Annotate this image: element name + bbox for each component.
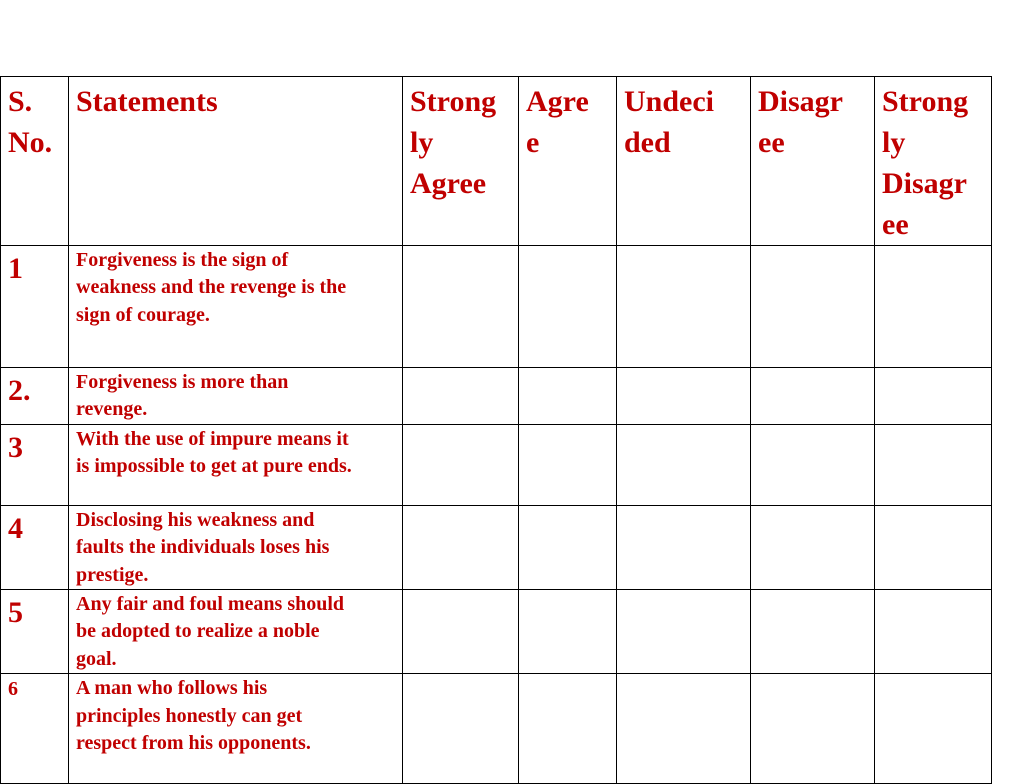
- row-number: 2.: [1, 368, 69, 425]
- header-agree: Agre e: [519, 77, 617, 246]
- response-cell-agree[interactable]: [519, 424, 617, 505]
- row-number: 3: [1, 424, 69, 505]
- row-number: 4: [1, 505, 69, 589]
- table-row: [1, 590, 992, 674]
- header-serial-number: S. No.: [1, 77, 69, 246]
- response-cell-agree[interactable]: [519, 590, 617, 674]
- response-cell-disagree[interactable]: [751, 246, 875, 368]
- response-cell-strongly-disagree[interactable]: [875, 674, 992, 784]
- response-cell-strongly-agree[interactable]: [403, 368, 519, 425]
- response-cell-strongly-disagree[interactable]: [875, 590, 992, 674]
- response-cell-disagree[interactable]: [751, 505, 875, 589]
- response-cell-undecided[interactable]: [617, 424, 751, 505]
- response-cell-strongly-disagree[interactable]: [875, 505, 992, 589]
- response-cell-strongly-agree[interactable]: [403, 674, 519, 784]
- response-cell-agree[interactable]: [519, 674, 617, 784]
- header-row: [1, 77, 992, 246]
- response-cell-strongly-disagree[interactable]: [875, 368, 992, 425]
- response-cell-agree[interactable]: [519, 505, 617, 589]
- statement-text: Any fair and foul means should be adopted to realize a noble goal.: [69, 590, 403, 674]
- response-cell-strongly-disagree[interactable]: [875, 246, 992, 368]
- statement-text: A man who follows his principles honestly can get respect from his opponents.: [69, 674, 403, 784]
- response-cell-undecided[interactable]: [617, 368, 751, 425]
- response-cell-agree[interactable]: [519, 246, 617, 368]
- header-strongly-agree: Strong ly Agree: [403, 77, 519, 246]
- statement-text: Forgiveness is more than revenge.: [69, 368, 403, 425]
- header-statements: Statements: [69, 77, 403, 246]
- statement-text: With the use of impure means it is impossible to get at pure ends.: [69, 424, 403, 505]
- header-strongly-disagree: Strong ly Disagr ee: [875, 77, 992, 246]
- table-row: [1, 246, 992, 368]
- response-cell-strongly-disagree[interactable]: [875, 424, 992, 505]
- statement-text: Disclosing his weakness and faults the individuals loses his prestige.: [69, 505, 403, 589]
- row-number: 6: [1, 674, 69, 784]
- header-undecided: Undeci ded: [617, 77, 751, 246]
- statement-text: Forgiveness is the sign of weakness and the revenge is the sign of courage.: [69, 246, 403, 368]
- row-number: 1: [1, 246, 69, 368]
- table-row: [1, 505, 992, 589]
- header-disagree: Disagr ee: [751, 77, 875, 246]
- response-cell-disagree[interactable]: [751, 424, 875, 505]
- response-cell-disagree[interactable]: [751, 590, 875, 674]
- likert-survey-table: [0, 76, 992, 784]
- response-cell-agree[interactable]: [519, 368, 617, 425]
- response-cell-strongly-agree[interactable]: [403, 246, 519, 368]
- response-cell-undecided[interactable]: [617, 674, 751, 784]
- response-cell-disagree[interactable]: [751, 368, 875, 425]
- response-cell-disagree[interactable]: [751, 674, 875, 784]
- row-number: 5: [1, 590, 69, 674]
- response-cell-strongly-agree[interactable]: [403, 424, 519, 505]
- table-row: [1, 674, 992, 784]
- response-cell-undecided[interactable]: [617, 246, 751, 368]
- response-cell-undecided[interactable]: [617, 590, 751, 674]
- response-cell-strongly-agree[interactable]: [403, 590, 519, 674]
- response-cell-strongly-agree[interactable]: [403, 505, 519, 589]
- response-cell-undecided[interactable]: [617, 505, 751, 589]
- table-row: [1, 424, 992, 505]
- table-row: [1, 368, 992, 425]
